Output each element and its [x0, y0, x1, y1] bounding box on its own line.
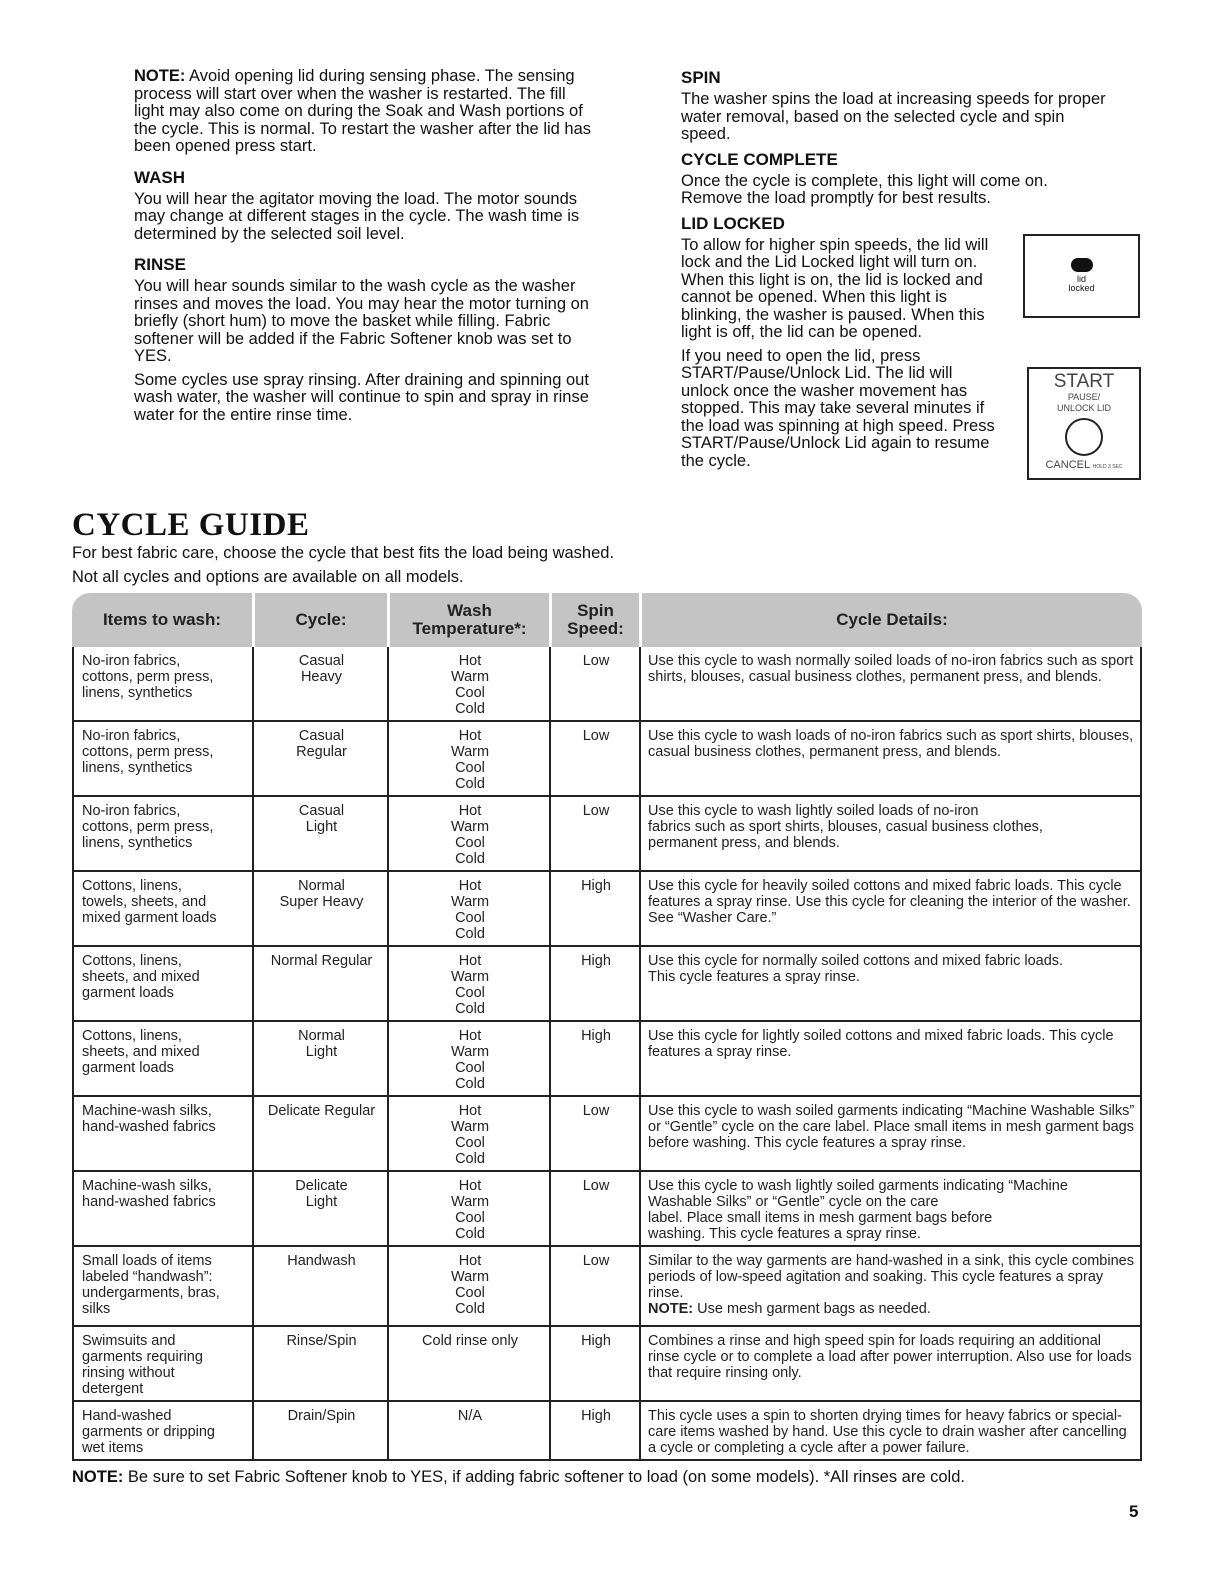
cell-cycle: Delicate Light — [295, 1178, 348, 1210]
rinse-heading: RINSE — [134, 255, 186, 274]
details-text: Similar to the way garments are hand-washed in a sink, this cycle combines periods of low-speed agitation and soaking. This cycle features a spray rinse. — [648, 1253, 1134, 1301]
cell-spin-speed: High — [581, 878, 611, 894]
start-subtitle — [1029, 392, 1139, 414]
cell-spin-speed: High — [581, 1028, 611, 1044]
details-text: Use this cycle for lightly soiled cottons and mixed fabric loads. This cycle features a spray rinse. — [648, 1028, 1114, 1060]
spray-rinse-text: Some cycles use spray rinsing. After draining and spinning out wash water, the washer will continue to spin and spray in rinse water for the entire rinse time. — [134, 370, 589, 424]
cell-cycle-details — [648, 953, 1136, 985]
details-text: Use this cycle for heavily soiled cottons and mixed fabric loads. This cycle features a spray rinse. Use this cycle for cleaning the interior of the washer. See “Washer Care.” — [648, 878, 1131, 926]
cell-cycle: Casual Regular — [296, 728, 347, 760]
cell-cycle: Casual Light — [298, 803, 345, 835]
cycle-complete-heading: CYCLE COMPLETE — [681, 149, 838, 169]
table-row — [72, 1327, 1142, 1402]
hold-text: HOLD 3 SEC — [1092, 464, 1123, 470]
cancel-text: CANCEL — [1045, 459, 1090, 471]
table-row — [72, 1247, 1142, 1327]
cell-cycle-details — [648, 1408, 1136, 1456]
lid-label-line1: lid — [1076, 274, 1086, 284]
cell-items: Cottons, linens, towels, sheets, and mixed garment loads — [82, 878, 217, 926]
cell-cycle-details — [648, 1253, 1136, 1317]
cell-items: Cottons, linens, sheets, and mixed garment loads — [82, 1028, 200, 1076]
cell-cycle: Drain/Spin — [287, 1408, 356, 1424]
spin-heading: SPIN — [681, 68, 721, 87]
details-text: Use this cycle to wash soiled garments indicating “Machine Washable Silks” or “Gentle” cycle on the care label. Place small items in mesh garment bags before washing. This cycle features a spray rinse. — [648, 1103, 1135, 1151]
footer-note — [72, 1467, 965, 1487]
pause-label: PAUSE/ — [1067, 392, 1101, 402]
cell-spin-speed: Low — [582, 1178, 610, 1194]
cell-spin-speed: Low — [582, 653, 610, 669]
cell-items: Hand-washed garments or dripping wet items — [82, 1408, 215, 1456]
note-label: NOTE: — [134, 67, 186, 85]
table-row — [72, 647, 1142, 722]
spin-text: The washer spins the load at increasing speeds for proper water removal, based on the selected cycle and spin speed. — [681, 90, 1106, 143]
circle-button-icon — [1065, 418, 1103, 456]
indicator-light-icon — [1071, 258, 1093, 272]
cell-cycle: Handwash — [287, 1253, 356, 1269]
details-text: Combines a rinse and high speed spin for loads requiring an additional rinse cycle or to complete a load after power interruption. Also use for loads that require rinsing only. — [648, 1333, 1132, 1381]
cell-temperature: Hot Warm Cool Cold — [450, 803, 490, 867]
details-note-text: Use mesh garment bags as needed. — [693, 1301, 931, 1317]
cell-temperature: Hot Warm Cool Cold — [450, 653, 490, 717]
details-text: Use this cycle for normally soiled cottons and mixed fabric loads. This cycle features a spray rinse. — [648, 953, 1064, 985]
cell-temperature: Hot Warm Cool Cold — [450, 878, 490, 942]
header-spin-speed: Spin Speed: — [567, 601, 624, 638]
table-row — [72, 722, 1142, 797]
details-text: This cycle uses a spin to shorten drying times for heavy fabrics or special-care items washed by hand. Use this cycle to drain washer after cancelling a cycle or completing a cycle after a power failure. — [648, 1408, 1127, 1456]
details-text: Use this cycle to wash lightly soiled garments indicating “Machine Washable Silks” or “Gentle” cycle on the care label. Place small items in mesh garment bags before washing. This cycle features a spray rinse. — [648, 1178, 1068, 1242]
cycle-guide-subtitle — [72, 541, 614, 589]
cell-cycle-details — [648, 1333, 1136, 1381]
cell-cycle-details — [648, 878, 1136, 926]
cell-cycle-details — [648, 1178, 1136, 1242]
start-button-illustration — [1027, 367, 1141, 480]
cell-cycle-details — [648, 1028, 1136, 1060]
table-row — [72, 1097, 1142, 1172]
table-header — [72, 593, 1142, 647]
cell-temperature: Hot Warm Cool Cold — [450, 1178, 490, 1242]
cell-cycle-details — [648, 728, 1136, 760]
lid-locked-label — [1025, 275, 1138, 293]
cell-spin-speed: High — [581, 953, 611, 969]
details-note-label: NOTE: — [648, 1301, 694, 1317]
cell-cycle-details — [648, 653, 1136, 685]
cell-spin-speed: Low — [582, 1103, 610, 1119]
lid-locked-text: To allow for higher spin speeds, the lid will lock and the Lid Locked light will turn on. When this light is on, the lid is locked and cannot be opened. When this light is blinking, the washer is paused. When this light is off, the lid can be opened. — [681, 235, 989, 341]
header-temperature: Wash Temperature*: — [412, 601, 527, 638]
header-cycle: Cycle: — [295, 610, 347, 629]
cell-temperature: Hot Warm Cool Cold — [450, 953, 490, 1017]
table-row — [72, 947, 1142, 1022]
cell-cycle-details — [648, 803, 1136, 851]
details-text: Use this cycle to wash normally soiled loads of no-iron fabrics such as sport shirts, blouses, casual business clothes, permanent press, and blends. — [648, 653, 1134, 685]
header-items: Items to wash: — [102, 610, 222, 629]
details-text: Use this cycle to wash lightly soiled loads of no-iron fabrics such as sport shirts, blouses, casual business clothes, permanent press, and blends. — [648, 803, 1043, 851]
cell-cycle: Normal Super Heavy — [279, 878, 364, 910]
footer-note-label: NOTE: — [72, 1468, 124, 1486]
cycle-guide-table — [72, 593, 1142, 1461]
cell-items: No-iron fabrics, cottons, perm press, linens, synthetics — [82, 653, 214, 701]
cell-temperature: Hot Warm Cool Cold — [450, 1028, 490, 1092]
cell-items: Machine-wash silks, hand-washed fabrics — [82, 1178, 216, 1210]
table-row — [72, 872, 1142, 947]
cell-temperature: N/A — [457, 1408, 483, 1424]
details-note — [648, 1301, 1136, 1317]
note-text: Avoid opening lid during sensing phase. The sensing process will start over when the washer is restarted. The fill light may also come on during the Soak and Wash portions of the cycle. This is normal. To restart the washer after the lid has been opened press start. — [134, 67, 592, 155]
unlock-lid-label: UNLOCK LID — [1056, 403, 1111, 413]
wash-heading: WASH — [134, 167, 185, 187]
lid-locked-indicator — [1023, 234, 1140, 318]
cell-items: Swimsuits and garments requiring rinsing without detergent — [82, 1333, 203, 1397]
cell-items: No-iron fabrics, cottons, perm press, linens, synthetics — [82, 728, 214, 776]
cell-items: No-iron fabrics, cottons, perm press, linens, synthetics — [82, 803, 214, 851]
footer-note-text: Be sure to set Fabric Softener knob to YES, if adding fabric softener to load (on some models). *All rinses are cold. — [123, 1468, 965, 1486]
details-text: Use this cycle to wash loads of no-iron fabrics such as sport shirts, blouses, casual business clothes, permanent press, and blends. — [648, 728, 1134, 760]
cell-cycle: Normal Regular — [270, 953, 373, 969]
table-row — [72, 1022, 1142, 1097]
left-column — [134, 68, 599, 424]
lid-locked-heading: LID LOCKED — [681, 213, 785, 233]
cell-cycle: Rinse/Spin — [286, 1333, 357, 1349]
cell-spin-speed: High — [581, 1333, 611, 1349]
cancel-label — [1029, 459, 1139, 471]
cell-spin-speed: Low — [582, 728, 610, 744]
cell-temperature: Hot Warm Cool Cold — [450, 728, 490, 792]
cycle-guide-title: CYCLE GUIDE — [72, 507, 310, 543]
cell-cycle: Delicate Regular — [267, 1103, 376, 1119]
lid-label-line2: locked — [1068, 283, 1095, 293]
cycle-complete-text: Once the cycle is complete, this light will come on. Remove the load promptly for best results. — [681, 171, 1048, 207]
table-row — [72, 1172, 1142, 1247]
header-cycle-details: Cycle Details: — [836, 610, 948, 629]
cell-spin-speed: Low — [582, 1253, 610, 1269]
cell-temperature: Hot Warm Cool Cold — [450, 1103, 490, 1167]
intro-note — [134, 68, 599, 156]
wash-text: You will hear the agitator moving the load. The motor sounds may change at different stages in the cycle. The wash time is determined by the selected soil level. — [134, 189, 580, 243]
start-title: START — [1053, 371, 1115, 392]
table-row — [72, 797, 1142, 872]
table-row — [72, 1402, 1142, 1461]
unlock-text: If you need to open the lid, press START/Pause/Unlock Lid. The lid will unlock once the washer movement has stopped. This may take several minutes if the load was spinning at high speed. Press START/Pause/Unlock Lid again to resume the cycle. — [681, 346, 995, 470]
cell-spin-speed: Low — [582, 803, 610, 819]
cell-items: Cottons, linens, sheets, and mixed garment loads — [82, 953, 200, 1001]
rinse-text: You will hear sounds similar to the wash cycle as the washer rinses and moves the load. You may hear the motor turning on briefly (short hum) to move the basket while filling. Fabric softener will be added if the Fabric Softener knob was set to YES. — [134, 277, 589, 365]
cell-items: Machine-wash silks, hand-washed fabrics — [82, 1103, 216, 1135]
cell-items: Small loads of items labeled “handwash”: undergarments, bras, silks — [82, 1253, 220, 1317]
subtitle-line2: Not all cycles and options are available on all models. — [72, 568, 464, 586]
subtitle-line1: For best fabric care, choose the cycle that best fits the load being washed. — [72, 544, 615, 562]
page-number: 5 — [1129, 1502, 1139, 1521]
cell-cycle-details — [648, 1103, 1136, 1151]
cell-cycle: Casual Heavy — [298, 653, 345, 685]
cell-temperature: Hot Warm Cool Cold — [450, 1253, 490, 1317]
cell-temperature: Cold rinse only — [422, 1333, 518, 1349]
cell-cycle: Normal Light — [298, 1028, 345, 1060]
cell-spin-speed: High — [581, 1408, 611, 1424]
